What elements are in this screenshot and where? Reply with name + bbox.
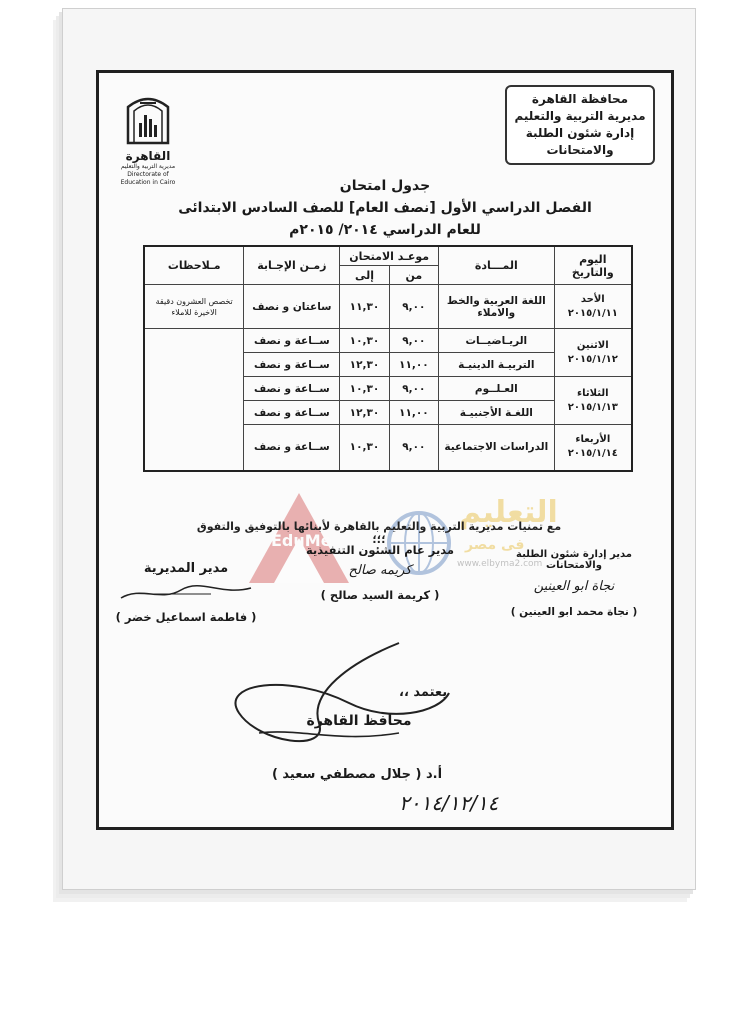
from-cell: ١١,٠٠ — [389, 401, 438, 425]
watermark-brand-ar: التعليم — [459, 495, 558, 530]
from-cell: ٩,٠٠ — [389, 285, 438, 329]
exam-date: ٢٠١٥/١/١٤ — [567, 448, 618, 460]
header-day-date: اليوم والتاريخ — [554, 246, 632, 285]
subject-cell: الدراسات الاجتماعية — [439, 425, 555, 471]
signature-exams — [489, 549, 659, 618]
academic-year: للعام الدراسي ٢٠١٤/ ٢٠١٥م — [289, 222, 481, 238]
duration-cell: ســاعة و نصف — [244, 401, 340, 425]
from-cell: ٩,٠٠ — [389, 329, 438, 353]
header-notes: مـلاحظات — [144, 246, 244, 285]
day-name: الاثنين — [576, 339, 609, 351]
watermark-brand-latin: EduMe — [271, 531, 332, 550]
duration-cell: ساعتان و نصف — [244, 285, 340, 329]
signature-title: مدير إدارة شئون الطلبة والامتحانات — [516, 549, 632, 571]
header-duration: زمـن الإجـابة — [244, 246, 340, 285]
from-cell: ٩,٠٠ — [389, 425, 438, 471]
titles — [99, 175, 671, 241]
to-cell: ١٠,٣٠ — [340, 377, 389, 401]
signature-title: مدير المديرية — [143, 561, 229, 576]
subject-cell: الريـاضيــات — [439, 329, 555, 353]
duration-cell: ســاعة و نصف — [244, 329, 340, 353]
note-cell-empty — [144, 329, 244, 471]
duration-cell: ســاعة و نصف — [244, 377, 340, 401]
note-cell: تخصص العشرون دقيقة الاخيرة للاملاء — [144, 285, 244, 329]
logo-name: القاهرة — [125, 149, 171, 163]
to-cell: ١١,٣٠ — [340, 285, 389, 329]
watermark-url: www.elbyma2.com — [457, 559, 543, 569]
signature-scribble-icon — [111, 576, 261, 606]
header-from: من — [389, 266, 438, 285]
signature-directorate — [111, 561, 261, 624]
signature-title: مدير عام الشئون التنفيذية — [305, 543, 455, 557]
day-name: الأحد — [580, 293, 605, 305]
wishes-text: مع تمنيات مديرية التربية والتعليم بالقاهرة لأبنائها بالتوفيق والتفوق ؛؛؛ — [196, 520, 562, 546]
logo-caption-en: Directorate of Education in Cairo — [120, 171, 176, 186]
header-governorate: محافظة القاهرة — [531, 92, 629, 106]
watermark-tagline: فى مصر — [465, 537, 525, 553]
subject-cell: التربيـة الدينيـة — [439, 353, 555, 377]
cairo-emblem-icon — [120, 89, 176, 145]
exam-date: ٢٠١٥/١/١٢ — [567, 353, 618, 365]
cairo-logo — [113, 89, 183, 187]
subject-cell: اللغة العربية والخط والاملاء — [439, 285, 555, 329]
signature-name: ( فاطمة اسماعيل خضر ) — [115, 610, 257, 624]
header-subject: المـــادة — [439, 246, 555, 285]
subject-cell: العـلــوم — [439, 377, 555, 401]
signature-title: محافظ القاهرة — [306, 713, 412, 729]
handwritten-signature: كريمه صالح — [348, 563, 412, 578]
day-name: الأربعاء — [575, 434, 611, 446]
duration-cell: ســاعة و نصف — [244, 353, 340, 377]
day-date-cell — [554, 329, 632, 377]
day-name: الثلاثاء — [577, 387, 609, 399]
approve-label: يعتمد ،، — [399, 685, 448, 700]
subject-cell: اللغـة الأجنبيـة — [439, 401, 555, 425]
table-header-row — [144, 246, 632, 266]
handwritten-date: ٢٠١٤/١٢/١٤ — [399, 791, 499, 815]
from-cell: ٩,٠٠ — [389, 377, 438, 401]
from-cell: ١١,٠٠ — [389, 353, 438, 377]
to-cell: ١٢,٣٠ — [340, 353, 389, 377]
day-date-cell — [554, 285, 632, 329]
duration-cell: ســاعة و نصف — [244, 425, 340, 471]
exam-date: ٢٠١٥/١/١٣ — [567, 401, 618, 413]
document-title: جدول امتحان — [339, 178, 431, 194]
exam-date: ٢٠١٥/١/١١ — [567, 307, 618, 319]
logo-caption-ar: مديرية التربية والتعليم — [120, 163, 176, 170]
header-box — [505, 85, 655, 165]
signature-name: ( كريمة السيد صالح ) — [320, 588, 440, 602]
table-row — [144, 329, 632, 353]
header-department: إدارة شئون الطلبة والامتحانات — [525, 126, 635, 157]
governor-signature-scribble-icon — [199, 633, 459, 763]
header-directorate: مديرية التربية والتعليم — [514, 109, 646, 123]
signature-exec — [295, 543, 465, 602]
exam-schedule-table — [143, 245, 633, 472]
document-subtitle: الفصل الدراسي الأول [نصف العام] للصف السادس الابتدائى — [178, 200, 592, 216]
signature-name: ( نجاة محمد ابو العينين ) — [510, 606, 638, 618]
to-cell: ١٢,٣٠ — [340, 401, 389, 425]
handwritten-signature: نجاة ابو العينين — [533, 579, 615, 594]
document-page — [96, 70, 674, 830]
to-cell: ١٠,٣٠ — [340, 329, 389, 353]
table-row — [144, 285, 632, 329]
day-date-cell — [554, 425, 632, 471]
to-cell: ١٠,٣٠ — [340, 425, 389, 471]
header-to: إلى — [340, 266, 389, 285]
governor-name: أ.د ( جلال مصطفي سعيد ) — [271, 767, 443, 782]
header-time-group: موعـد الامتحان — [340, 246, 439, 266]
day-date-cell — [554, 377, 632, 425]
